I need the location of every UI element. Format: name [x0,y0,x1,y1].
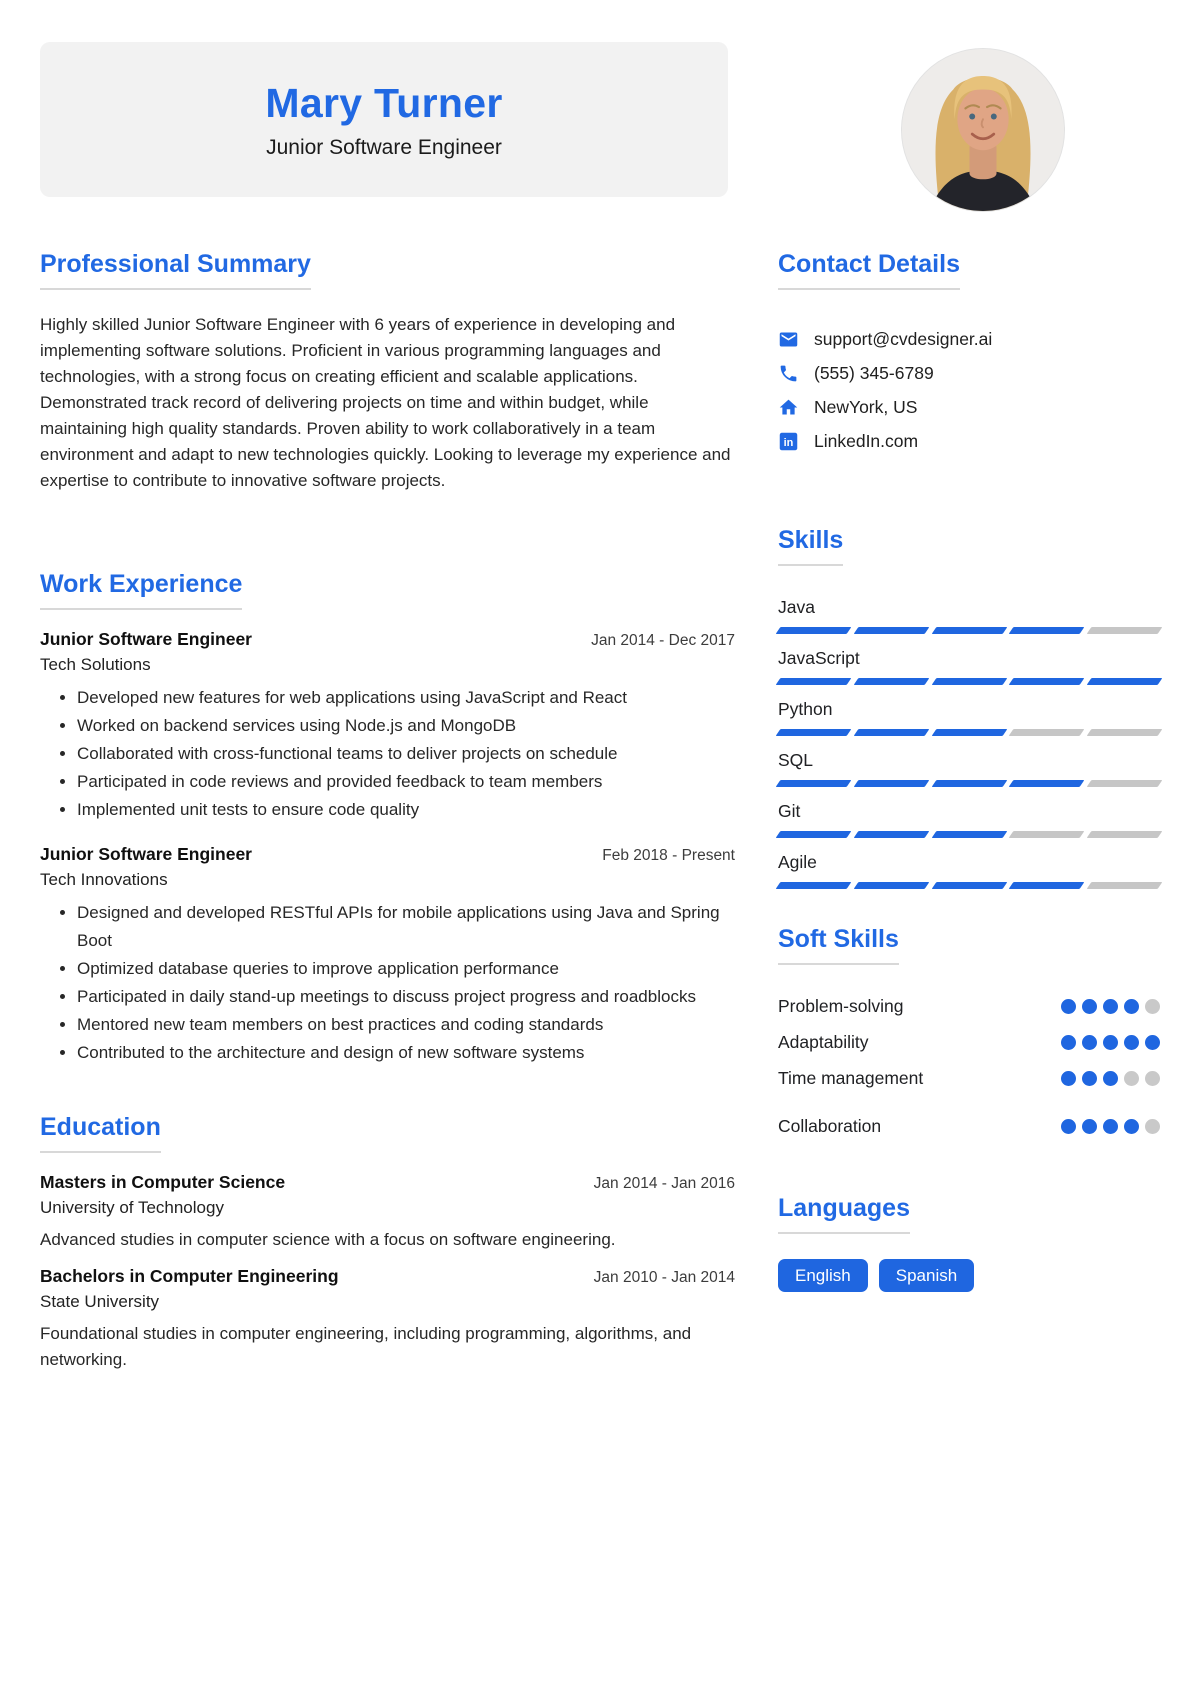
skill-level-bar [778,831,1160,838]
bar-segment [1087,831,1163,838]
skill-item [778,699,1160,736]
education-entry [40,1266,735,1373]
contact-heading: Contact Details [778,250,960,290]
job-bullet: • Worked on backend services using Node.js and MongoDB [77,712,735,740]
job-bullet-list [40,899,735,1067]
soft-skill-item [778,1116,1160,1137]
rating-dot [1061,1119,1076,1134]
job-bullet: • Participated in daily stand-up meetings to discuss project progress and roadblocks [77,983,735,1011]
contact-item-email [778,329,1160,350]
rating-dot [1103,999,1118,1014]
skill-item [778,801,1160,838]
bar-segment [853,729,929,736]
degree-title: Masters in Computer Science [40,1172,286,1192]
skill-item [778,648,1160,685]
degree-title: Bachelors in Computer Engineering [40,1266,339,1286]
soft-skill-rating-dots [1061,1071,1160,1086]
skill-name: Java [778,597,815,617]
soft-skill-rating-dots [1061,1119,1160,1134]
bar-segment [776,627,852,634]
svg-text:in: in [783,437,794,450]
skill-level-bar [778,780,1160,787]
summary-section [40,250,735,494]
bar-segment [1087,678,1163,685]
skill-name: JavaScript [778,648,860,668]
bar-segment [1087,780,1163,787]
rating-dot [1061,999,1076,1014]
job-bullet: • Optimized database queries to improve application performance [77,955,735,983]
languages-section [778,1194,1160,1292]
job-dates: Feb 2018 - Present [602,847,735,864]
bar-segment [931,780,1007,787]
job-bullet: • Developed new features for web applications using JavaScript and React [77,684,735,712]
education-entry [40,1172,735,1253]
rating-dot [1103,1119,1118,1134]
soft-skill-rating-dots [1061,999,1160,1014]
degree-dates: Jan 2014 - Jan 2016 [593,1175,735,1192]
skills-heading: Skills [778,526,843,566]
soft-skills-heading: Soft Skills [778,925,899,965]
bar-segment [853,882,929,889]
soft-skill-item [778,1068,1160,1089]
experience-entry [40,844,735,1067]
rating-dot [1124,999,1139,1014]
bar-segment [776,678,852,685]
skill-item [778,750,1160,787]
bar-segment [776,831,852,838]
degree-dates: Jan 2010 - Jan 2014 [593,1269,735,1286]
skills-section [778,526,1160,889]
company-name: Tech Innovations [40,870,168,889]
linkedin-icon [778,431,799,452]
bar-segment [853,627,929,634]
education-section [40,1113,735,1373]
skill-level-bar [778,678,1160,685]
job-bullet: • Implemented unit tests to ensure code quality [77,796,735,824]
sidebar-column [778,250,1160,1373]
summary-heading: Professional Summary [40,250,311,290]
experience-entry [40,629,735,824]
bar-segment [853,831,929,838]
language-pill: English [778,1259,868,1292]
experience-entry-header [40,629,735,650]
candidate-name: Mary Turner [265,79,503,126]
bar-segment [931,882,1007,889]
profile-photo [901,48,1065,212]
contact-email-text: support@cvdesigner.ai [814,329,993,349]
content-columns [0,250,1200,1373]
contact-item-phone [778,363,1160,384]
rating-dot [1082,1119,1097,1134]
skill-level-bar [778,729,1160,736]
soft-skill-item [778,996,1160,1017]
job-title: Junior Software Engineer [40,844,252,864]
soft-skill-name: Time management [778,1068,924,1088]
bar-segment [853,780,929,787]
bar-segment [931,678,1007,685]
job-bullet: • Mentored new team members on best practices and coding standards [77,1011,735,1039]
contact-location-text: NewYork, US [814,397,918,417]
bar-segment [1087,729,1163,736]
soft-skill-item [778,1032,1160,1053]
soft-skills-list [778,996,1160,1137]
soft-skill-name: Collaboration [778,1116,882,1136]
job-bullet: • Participated in code reviews and provided feedback to team members [77,768,735,796]
summary-text: Highly skilled Junior Software Engineer with 6 years of experience in developing and implementing software solutions. Proficient in various programming languages and technologies, with a strong focus on creating efficient and scalable applications. Demonstrated track record of delivering projects on time and within budget, while maintaining high quality standards. Proven ability to work collaboratively in a team environment and adapt to new technologies quickly. Looking to leverage my experience and expertise to contribute to innovative software projects. [40,315,731,490]
contact-section [778,250,1160,452]
bar-segment [1009,678,1085,685]
soft-skill-name: Problem-solving [778,996,904,1016]
experience-section [40,570,735,1067]
rating-dot [1145,1071,1160,1086]
profile-photo-illustration [902,49,1064,211]
education-heading: Education [40,1113,161,1153]
bar-segment [931,831,1007,838]
soft-skills-section [778,925,1160,1137]
header-row [0,0,1200,212]
bar-segment [1009,831,1085,838]
rating-dot [1082,1035,1097,1050]
job-bullet: • Contributed to the architecture and design of new software systems [77,1039,735,1067]
rating-dot [1103,1071,1118,1086]
rating-dot [1145,999,1160,1014]
contact-list [778,329,1160,452]
bar-segment [931,729,1007,736]
skill-name: SQL [778,750,814,770]
language-pill: Spanish [879,1259,974,1292]
education-entry-header [40,1172,735,1193]
contact-phone-text: (555) 345-6789 [814,363,934,383]
languages-heading: Languages [778,1194,910,1234]
bar-segment [1087,882,1163,889]
job-dates: Jan 2014 - Dec 2017 [591,632,735,649]
email-icon [778,329,799,350]
skills-list [778,597,1160,889]
contact-item-linkedin [778,431,1160,452]
company-name: Tech Solutions [40,655,151,674]
job-bullet: • Designed and developed RESTful APIs for mobile applications using Java and Spring Boot [77,899,735,955]
rating-dot [1061,1071,1076,1086]
skill-item [778,852,1160,889]
contact-linkedin-text: LinkedIn.com [814,431,919,451]
phone-icon [778,363,799,384]
job-bullet: • Collaborated with cross-functional teams to deliver projects on schedule [77,740,735,768]
skill-level-bar [778,882,1160,889]
rating-dot [1145,1119,1160,1134]
bar-segment [931,627,1007,634]
skill-name: Git [778,801,801,821]
bar-segment [776,729,852,736]
skill-name: Agile [778,852,817,872]
skill-level-bar [778,627,1160,634]
bar-segment [1009,627,1085,634]
rating-dot [1124,1119,1139,1134]
home-icon [778,397,799,418]
school-name: University of Technology [40,1198,224,1217]
bar-segment [1087,627,1163,634]
header-card [40,42,728,197]
skill-name: Python [778,699,833,719]
bar-segment [1009,729,1085,736]
rating-dot [1124,1035,1139,1050]
school-name: State University [40,1292,160,1311]
rating-dot [1061,1035,1076,1050]
education-entry-header [40,1266,735,1287]
job-title: Junior Software Engineer [40,629,252,649]
rating-dot [1103,1035,1118,1050]
rating-dot [1082,1071,1097,1086]
rating-dot [1145,1035,1160,1050]
bar-segment [853,678,929,685]
education-description: Foundational studies in computer engineering, including programming, algorithms, and networking. [40,1324,692,1369]
candidate-title: Junior Software Engineer [266,135,502,159]
job-bullet-list [40,684,735,824]
language-pill-list [778,1259,1160,1292]
bar-segment [1009,780,1085,787]
rating-dot [1082,999,1097,1014]
main-column [40,250,735,1373]
soft-skill-name: Adaptability [778,1032,869,1052]
bar-segment [776,882,852,889]
education-description: Advanced studies in computer science with a focus on software engineering. [40,1230,616,1249]
bar-segment [1009,882,1085,889]
skill-item [778,597,1160,634]
soft-skill-rating-dots [1061,1035,1160,1050]
contact-item-location [778,397,1160,418]
experience-heading: Work Experience [40,570,242,610]
bar-segment [776,780,852,787]
rating-dot [1124,1071,1139,1086]
experience-entry-header [40,844,735,865]
